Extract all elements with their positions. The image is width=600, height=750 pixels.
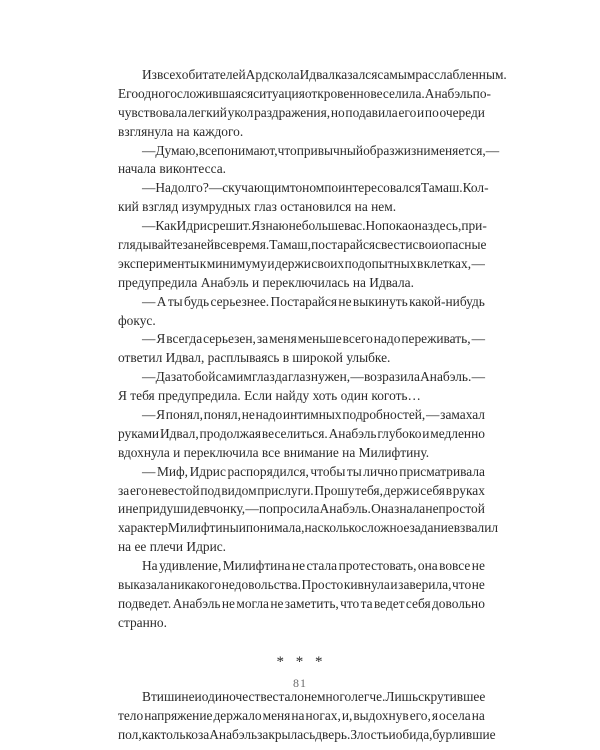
text-line: — Да за тобой самим глаз да глаз нужен, — возразила Анабэль. — [142, 369, 485, 385]
paragraph [118, 293, 485, 331]
paragraph [118, 217, 485, 293]
page-number: 81 [293, 676, 307, 690]
text-line: — Миф, Идрис распорядился, чтобы ты лично присматривала [142, 463, 485, 479]
paragraph [118, 463, 499, 557]
text-line: странно. [118, 614, 167, 630]
text-line: — Думаю, все понимают, что привычный образ жизни меняется, — [142, 142, 500, 158]
text-line: предупредила Анабэль и переключилась на Идвала. [118, 274, 414, 290]
text-line: — Я всегда серьезен, за меня меньше всего надо переживать, — [142, 331, 485, 347]
text-line: тело напряжение держало меня на ногах, и, выдохнув его, я осела на [118, 707, 485, 723]
paragraph [118, 179, 489, 217]
text-section-before-break [118, 66, 507, 633]
text-line: ответил Идвал, расплываясь в широкой улыбке. [118, 350, 391, 366]
paragraph [118, 688, 496, 745]
text-section-after-break [118, 688, 496, 745]
text-line: эксперименты к минимуму и держи своих подопытных в клетках, — [118, 255, 485, 271]
paragraph [118, 66, 507, 142]
text-line: пол, как только за Анабэль закрылась дверь. Злость и обида, бурлившие [118, 726, 496, 742]
text-line: выказала никакого недовольства. Просто кивнула и заверила, что не [118, 577, 485, 593]
paragraph [118, 406, 485, 463]
text-line: за его невестой под видом прислуги. Прошу тебя, держи себя в руках [118, 482, 485, 498]
text-line: В тишине и одиночестве стало немного легче. Лишь скрутившее [142, 688, 486, 704]
text-line: чувствовала легкий укол раздражения, но подавила его и по очереди [118, 104, 485, 120]
book-page-text [118, 66, 507, 744]
paragraph [118, 557, 485, 633]
text-line: взглянула на каждого. [118, 123, 244, 139]
text-line: фокус. [118, 312, 156, 328]
text-line: руками Идвал, продолжая веселиться. Анабэль глубоко и медленно [118, 425, 485, 441]
text-line: кий взгляд изумрудных глаз остановился на нем. [118, 199, 397, 215]
text-line: На удивление, Милифтина не стала протестовать, она вовсе не [142, 558, 485, 574]
text-line: — А ты будь серьезнее. Постарайся не выкинуть какой-нибудь [142, 293, 485, 309]
text-line: — Я понял, понял, не надо интимных подробностей, — замахал [142, 407, 485, 423]
text-line: глядывайте за ней все время. Тамаш, постарайся свести свои опасные [118, 237, 487, 253]
section-break: * * * [276, 653, 327, 670]
text-line: на ее плечи Идрис. [118, 539, 227, 555]
text-line: Из всех обитателей Ардскола Идвал казался самым расслабленным. [142, 67, 507, 82]
text-line: — Надолго? — скучающим тоном поинтересовался Тамаш. Кол- [142, 180, 489, 196]
text-line: Его одного сложившаяся ситуация откровенно веселила. Анабэль по- [118, 85, 491, 101]
paragraph [118, 368, 485, 406]
text-line: начала виконтесса. [118, 161, 226, 177]
paragraph [118, 330, 485, 368]
text-line: вдохнула и переключила все внимание на Милифтину. [118, 444, 430, 460]
text-line: и не придуши девчонку, — попросила Анабэль. Она знала непростой [118, 501, 485, 517]
paragraph [118, 142, 500, 180]
text-line: характер Милифтины и понимала, насколько сложное задание взвалил [118, 520, 499, 536]
text-line: подведет. Анабэль не могла не заметить, что та ведет себя довольно [118, 595, 485, 611]
text-line: Я тебя предупредила. Если найду хоть один коготь… [118, 388, 421, 404]
text-line: — Как Идрис решит. Я знаю не больше вас. Но пока она здесь, при- [142, 218, 487, 234]
